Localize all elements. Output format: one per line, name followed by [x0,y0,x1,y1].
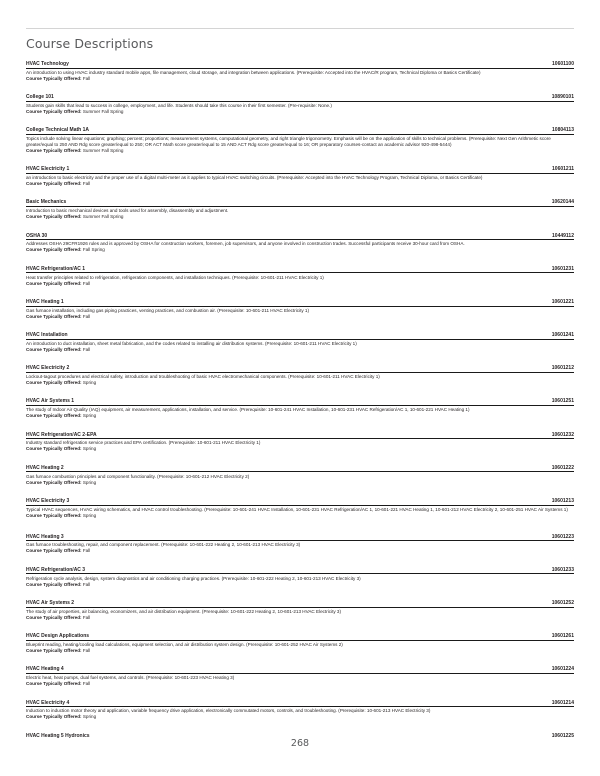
offered-terms: Summer Fall Spring [82,148,124,154]
course-name: College Technical Math 1A [26,127,89,134]
course-entry [26,166,574,199]
course-entry [26,365,574,398]
course-header [26,700,574,708]
course-code: 10601213 [551,498,574,505]
course-entry [26,199,574,232]
top-rule [26,28,574,29]
course-code: 10601241 [551,332,574,339]
course-code: 10601222 [551,464,574,471]
offered-label: Course Typically Offered: [26,614,82,620]
offered-terms: Fall [82,346,91,352]
course-description: Gas furnace installation, including gas piping practices, venting practices, and combustion air. (Prerequisite: 10-601-211 HVAC Electricity 1) [26,307,309,313]
course-description: Students gain skills that lead to success in college, employment, and life. Students should take this course in their first semester. (Pre-requisite: None.) [26,102,332,108]
course-header [26,199,574,207]
course-header [26,567,574,575]
course-name: HVAC Heating 2 [26,464,64,471]
course-description: Electric heat, heat pumps, dual fuel systems, and controls. (Prerequisite: 10-601-223 HVAC Heating 3) [26,675,235,681]
offered-label: Course Typically Offered: [26,647,82,653]
course-offered [26,513,574,519]
course-header [26,666,574,674]
offered-label: Course Typically Offered: [26,214,82,220]
course-entry [26,94,574,127]
course-entry [26,398,574,431]
course-header [26,432,574,440]
offered-terms: Fall [82,180,91,186]
course-offered [26,281,574,287]
course-description: an introduction to basic electricity and the proper use of a digital multi-meter as it applies to typical HVAC switching circuits. (Prerequisite: Accepted into the HVAC Technology Program, Technical Diploma, or Basics Certificate) [26,174,483,180]
course-name: College 101 [26,94,54,101]
course-offered [26,446,574,452]
course-offered [26,648,574,654]
course-offered [26,480,574,486]
page-title: Course Descriptions [26,36,154,51]
offered-label: Course Typically Offered: [26,108,82,114]
course-name: HVAC Refrigeration/AC 3 [26,566,86,573]
course-name: HVAC Electricity 2 [26,365,70,372]
course-name: HVAC Heating 1 [26,298,64,305]
offered-label: Course Typically Offered: [26,446,82,452]
course-header [26,365,574,373]
offered-terms: Fall [82,313,91,319]
course-entry [26,465,574,498]
course-code: 10601214 [551,699,574,706]
course-code: 10601225 [551,732,574,739]
course-description: Induction to induction motor theory and application, variable frequency drive application, electronically commutated motors, controls, and troubleshooting. (Prerequisite: 10-601-213 HVAC Electricity 3) [26,708,431,714]
offered-label: Course Typically Offered: [26,479,82,485]
offered-terms: Spring [82,714,97,720]
course-offered [26,548,574,554]
offered-terms: Summer Fall Spring [82,108,124,114]
course-offered [26,615,574,621]
course-description: Introduction to basic mechanical devices and tools used for assembly, disassembly and adjustment. [26,208,229,214]
course-description: Topics include solving linear equations; graphing; percent; proportions; measurement systems, computational geometry, and right triangle trigonometry. Emphasis will be on the application of skills to technical problems. (Prerequisite: Next Gen Arithmetic score greater/equal to 250 AND Rdg score greater/equal to 250; OR ACT Math score greater/equal to 15 AND ACT Rdg score greater/equal to 16; OR preparatory courses-contact an academic advisor 920-498-5444) [26,136,551,148]
course-entry [26,127,574,166]
course-description: An introduction to duct installation, sheet metal fabrication, and the codes related to installing air distribution systems. (Prerequisite: 10-601-211 HVAC Electricity 1) [26,340,357,346]
course-header [26,61,574,69]
course-header [26,94,574,102]
offered-terms: Spring [82,413,97,419]
course-offered [26,714,574,720]
course-offered [26,413,574,419]
course-offered [26,109,574,115]
course-name: HVAC Refrigeration/AC 2-EPA [26,431,97,438]
course-offered [26,681,574,687]
course-name: HVAC Electricity 1 [26,166,70,173]
course-name: HVAC Electricity 3 [26,498,70,505]
course-description: Lockout-tagout procedures and electrical safety, introduction and troubleshooting of basic HVAC electromechanical components. (Prerequisite: 10-601-211 HVAC Electricity 1) [26,374,380,380]
course-header [26,332,574,340]
course-entry [26,633,574,666]
course-entry [26,700,574,733]
course-name: HVAC Refrigeration/AC 1 [26,265,86,272]
course-name: HVAC Air Systems 1 [26,398,75,405]
offered-terms: Spring [82,479,97,485]
course-entry [26,233,574,266]
offered-label: Course Typically Offered: [26,280,82,286]
course-name: HVAC Heating 5 Hydronics [26,732,90,739]
course-entry [26,567,574,600]
offered-terms: Spring [82,512,97,518]
course-header [26,398,574,406]
course-code: 10601100 [552,61,574,67]
course-entry [26,332,574,365]
course-name: HVAC Heating 3 [26,533,64,540]
course-entry [26,534,574,567]
course-entry [26,299,574,332]
course-description: Gas furnace combustion principles and component functionality. (Prerequisite: 10-601-212 HVAC Electricity 2) [26,473,250,479]
course-code: 10890101 [551,94,574,101]
course-header [26,166,574,174]
course-list [26,61,574,766]
course-header [26,600,574,608]
course-offered [26,214,574,220]
offered-label: Course Typically Offered: [26,512,82,518]
course-name: HVAC Technology [26,61,69,67]
offered-label: Course Typically Offered: [26,681,82,687]
course-header [26,498,574,506]
offered-terms: Fall [82,75,91,81]
offered-terms: Fall [82,548,91,554]
offered-terms: Fall [82,647,91,653]
course-entry [26,61,574,94]
course-code: 10601221 [551,298,574,305]
offered-label: Course Typically Offered: [26,346,82,352]
course-entry [26,266,574,299]
course-entry [26,666,574,699]
page-number: 268 [290,738,310,749]
course-header [26,534,574,542]
offered-label: Course Typically Offered: [26,548,82,554]
offered-terms: Spring [82,446,97,452]
course-description: Typical HVAC sequences, HVAC wiring schematics, and HVAC control troubleshooting. (Prerequisite: 10-601-241 HVAC Installation, 10-601-231 HVAC Refrigeration/AC 1, 10-601-221 HVAC Heating 1, 10-601-212 HVAC Electricity 2, 10-601-251 HVAC Air Systems 1) [26,506,568,512]
course-code: 10601231 [551,265,574,272]
offered-label: Course Typically Offered: [26,75,82,81]
offered-label: Course Typically Offered: [26,148,82,154]
course-entry [26,498,574,534]
course-code: 10804113 [552,127,574,134]
course-name: HVAC Heating 4 [26,666,64,673]
course-code: 10601232 [551,431,574,438]
course-description: Refrigeration cycle analysis, design, system diagnostics and air conditioning charging practices. (Prerequisite: 10-601-222 Heating 2, 10-601-213 HVAC Electricity 3) [26,575,361,581]
course-header [26,233,574,241]
course-offered [26,380,574,386]
course-description: The study of air properties, air balancing, economizers, and air distribution equipment. (Prerequisite: 10-601-222 Heating 2, 10-601-213 HVAC Electricity 3) [26,608,342,614]
course-description: Addresses OSHA 29CFR1926 rules and is approved by OSHA for construction workers, foremen, job supervisors, and anyone involved in construction trades. Successful participants receive 30-hour card from OSHA. [26,241,465,247]
offered-label: Course Typically Offered: [26,413,82,419]
course-name: HVAC Electricity 4 [26,699,70,706]
course-description: Industry standard refrigeration service practices and EPA certification. (Prerequisite: 10-601-211 HVAC Electricity 1) [26,440,261,446]
course-name: Basic Mechanics [26,199,67,206]
course-code: 10620144 [551,199,574,206]
offered-terms: Spring [82,380,97,386]
course-code: 10601212 [551,365,574,372]
course-name: HVAC Installation [26,332,68,339]
course-header [26,127,574,135]
course-code: 10601252 [551,600,574,607]
course-description: Gas furnace troubleshooting, repair, and component replacement. (Prerequisite: 10-601-222 Heating 2, 10-601-213 HVAC Electricity 3) [26,542,301,548]
offered-label: Course Typically Offered: [26,247,82,253]
course-name: OSHA 30 [26,232,48,239]
offered-terms: Fall Spring [82,247,105,253]
course-entry [26,600,574,633]
offered-terms: Fall [82,681,91,687]
course-code: 10449112 [552,232,574,239]
course-offered [26,247,574,253]
course-description: Blueprint reading, heating/cooling load calculations, equipment selection, and air distribution system design. (Prerequisite: 10-601-252 HVAC Air Systems 2) [26,641,343,647]
course-code: 10601261 [551,633,574,640]
course-header [26,633,574,641]
offered-label: Course Typically Offered: [26,313,82,319]
course-code: 10601251 [551,398,574,405]
course-description: The study of Indoor Air Quality (IAQ) equipment, air measurement, applications, installation, and service. (Prerequisite: 10-601-241 HVAC Installation, 10-601-231 HVAC Refrigeration/AC 1, 10-601-221 HVAC Heating 1) [26,407,470,413]
course-code: 10601211 [552,166,574,173]
offered-label: Course Typically Offered: [26,380,82,386]
course-description: Heat transfer principles related to refrigeration, refrigeration components, and installation techniques. (Prerequisite: 10-601-211 HVAC Electricity 1) [26,274,324,280]
offered-terms: Fall [82,614,91,620]
course-offered [26,181,574,187]
course-code: 10601233 [551,566,574,573]
course-header [26,465,574,473]
course-offered [26,582,574,588]
course-header [26,299,574,307]
offered-label: Course Typically Offered: [26,180,82,186]
course-offered [26,347,574,353]
offered-terms: Summer Fall Spring [82,214,124,220]
course-code: 10601223 [551,533,574,540]
course-name: HVAC Air Systems 2 [26,600,75,607]
course-offered [26,148,574,154]
course-code: 10601224 [551,666,574,673]
course-header [26,266,574,274]
offered-label: Course Typically Offered: [26,581,82,587]
offered-terms: Fall [82,581,91,587]
course-name: HVAC Design Applications [26,633,90,640]
offered-terms: Fall [82,280,91,286]
course-offered [26,76,574,82]
course-offered [26,314,574,320]
offered-label: Course Typically Offered: [26,714,82,720]
course-description: An introduction to using HVAC industry standard mobile apps, file management, cloud storage, and integration between applications. (Prerequisite: Accepted into the HVAC/R program, Technical Diploma or Basics Certificate) [26,69,481,75]
course-entry [26,432,574,465]
